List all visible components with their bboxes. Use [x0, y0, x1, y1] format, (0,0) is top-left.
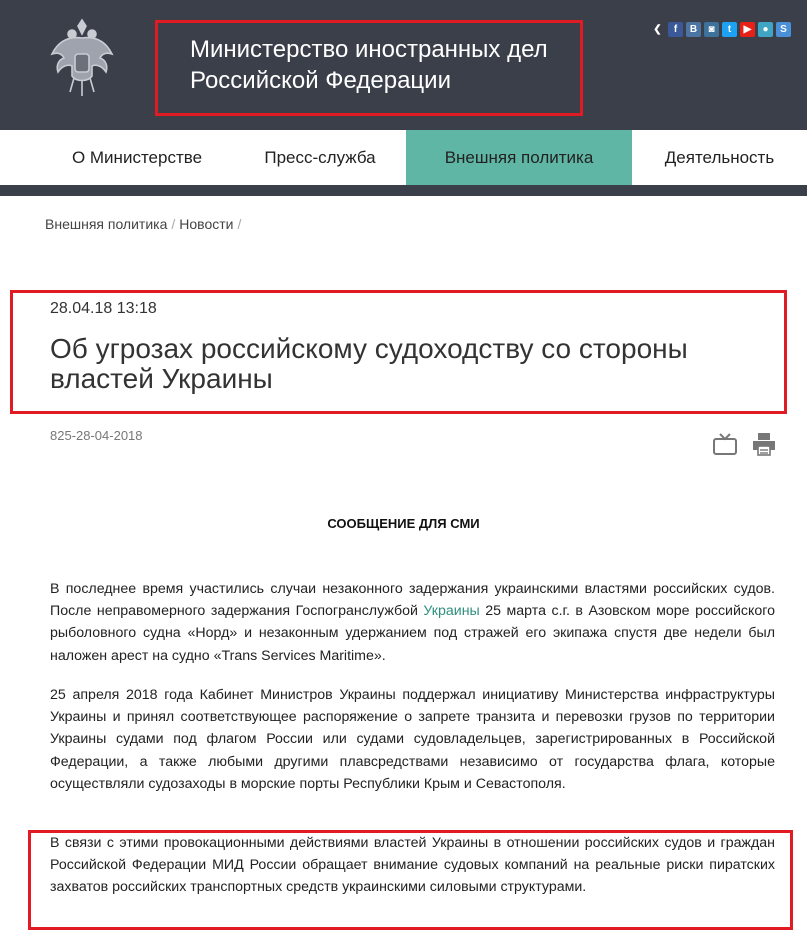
nav-item-activity[interactable]: Деятельность [664, 148, 775, 167]
breadcrumb-separator: / [171, 216, 176, 232]
message-heading: СООБЩЕНИЕ ДЛЯ СМИ [327, 516, 480, 531]
document-number: 825-28-04-2018 [50, 428, 143, 443]
article-paragraph-2: 25 апреля 2018 года Кабинет Министров Украины поддержал инициативу Министерства инфраструктуры Украины и принял соответствующее распоряжение о запрете транзита и перевозки грузов по территории Украины судами под флагом России или судами судовладельцев, зарегистрированных в Российской Федерации, а также любыми другими плавсредствами независимо от государства флага, которые осуществляли судозаходы в морские порты Республики Крым и Севастополя. [50, 687, 775, 792]
nav-divider [0, 185, 807, 196]
nav-item-press[interactable]: Пресс-служба [264, 148, 376, 167]
article-title: Об угрозах российскому судоходству со стороны властей Украины [50, 333, 688, 394]
article-paragraph-1 [50, 578, 775, 667]
breadcrumb-item-foreign-policy[interactable]: Внешняя политика [45, 216, 168, 232]
main-nav [0, 130, 807, 185]
twitter-icon[interactable]: t [722, 22, 737, 37]
article-paragraph-3: В связи с этими провокационными действиями властей Украины в отношении российских судов и граждан Российской Федерации МИД России обращает внимание судовых компаний на реальные риски пиратских захватов российских транспортных средств украинскими силовыми структурами. [50, 835, 775, 896]
coat-of-arms-logo[interactable] [48, 12, 116, 102]
youtube-icon[interactable]: ▶ [740, 22, 755, 37]
breadcrumb [45, 216, 245, 232]
tv-icon[interactable] [712, 432, 738, 456]
ukraine-link[interactable]: Украины [423, 603, 480, 620]
breadcrumb-item-news[interactable]: Новости [179, 216, 234, 232]
facebook-icon[interactable]: f [668, 22, 683, 37]
print-icon[interactable] [752, 432, 776, 456]
paragraph-text: 25 марта с.г. в Азовском море российского рыболовного судна «Норд» и незаконным удержанием под стражей его экипажа спустя две недели был наложен арест на судно «Trans Services Maritime». [50, 603, 775, 664]
share-icon[interactable]: ❮ [650, 22, 665, 37]
breadcrumb-separator: / [237, 216, 242, 232]
article-date: 28.04.18 13:18 [50, 300, 157, 317]
instagram-icon[interactable]: ◙ [704, 22, 719, 37]
nav-item-foreign-policy[interactable]: Внешняя политика [406, 130, 632, 185]
vk-icon[interactable]: B [686, 22, 701, 37]
social-links [650, 22, 791, 40]
site-title[interactable]: Министерство иностранных дел Российской Федерации [190, 36, 548, 94]
periscope-icon[interactable]: ● [758, 22, 773, 37]
paragraph-text: В последнее время участились случаи незаконного задержания украинскими властями российских судов. После неправомерного задержания Госпогранслужбой [50, 581, 775, 620]
nav-item-ministry[interactable]: О Министерстве [71, 148, 203, 167]
odnoklassniki-icon[interactable]: S [776, 22, 791, 37]
